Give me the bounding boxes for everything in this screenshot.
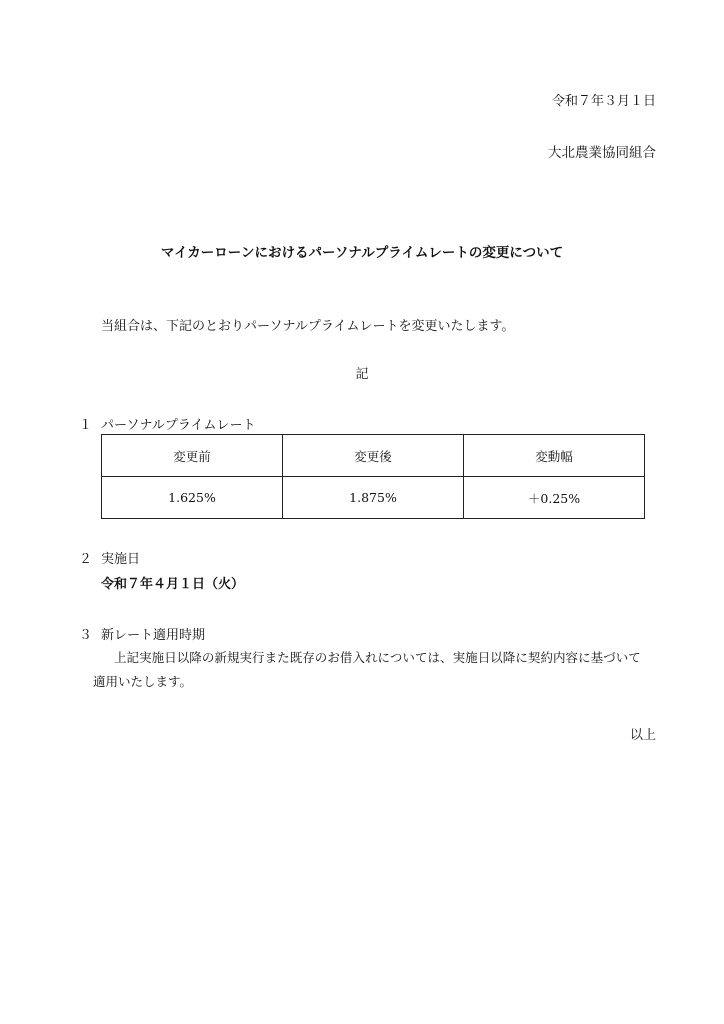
section-1-number: １	[79, 418, 93, 433]
effective-date: 令和７年４月１日（火）	[101, 577, 245, 592]
rate-table-value-row	[102, 477, 645, 519]
section-1-title: パーソナルプライムレート	[101, 418, 256, 433]
section-2-number: ２	[79, 552, 93, 567]
section-3-number: ３	[79, 628, 93, 643]
section-3-body	[93, 646, 661, 694]
value-change: ＋0.25%	[464, 477, 645, 519]
value-after: 1.875%	[283, 477, 464, 519]
intro-text: 当組合は、下記のとおりパーソナルプライムレートを変更いたします。	[101, 319, 515, 334]
header-change: 変動幅	[464, 435, 645, 477]
header-before: 変更前	[102, 435, 283, 477]
rate-table-header-row	[102, 435, 645, 477]
closing-text: 以上	[629, 728, 656, 743]
organization-name: 大北農業協同組合	[548, 145, 656, 161]
section-3-body-line-1: 上記実施日以降の新規実行また既存のお借入れについては、実施日以降に契約内容に基づいて	[114, 650, 641, 665]
issue-date: 令和７年３月１日	[551, 94, 656, 109]
rate-table	[101, 434, 645, 519]
value-before: 1.625%	[102, 477, 283, 519]
section-3-body-line-2: 適用いたします。	[93, 674, 193, 689]
header-after: 変更後	[283, 435, 464, 477]
section-2-title: 実施日	[101, 552, 141, 567]
section-3-title: 新レート適用時期	[101, 628, 206, 643]
ki-heading: 記	[355, 367, 369, 382]
document-title: マイカーローンにおけるパーソナルプライムレートの変更について	[160, 245, 564, 261]
